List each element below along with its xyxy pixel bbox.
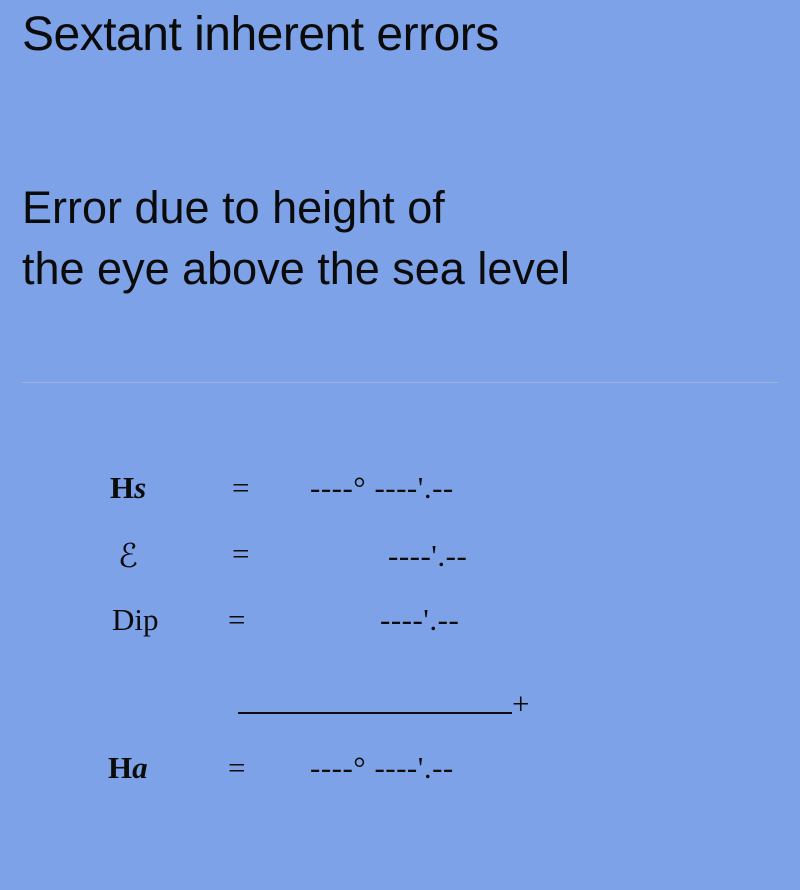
formula-row-epsilon <box>0 536 800 602</box>
formula-label-hs-sub: s <box>134 470 147 505</box>
formula-spacer <box>0 728 800 750</box>
formula-label-hs-main: H <box>110 470 135 505</box>
subtitle-line-1: Error due to height of <box>22 182 445 233</box>
horizontal-divider <box>22 382 778 383</box>
plus-operator: + <box>512 686 530 721</box>
formula-value-epsilon: ----'.-- <box>388 538 468 573</box>
sum-underline <box>238 712 512 714</box>
formula-value-dip: ----'.-- <box>380 602 460 637</box>
formula-equals-dip: = <box>228 602 246 637</box>
subtitle-line-2: the eye above the sea level <box>22 242 570 294</box>
formula-value-ha: ----° ----'.-- <box>310 750 454 785</box>
formula-equals-epsilon: = <box>232 536 250 571</box>
formula-row-hs <box>0 470 800 536</box>
formula-label-dip: Dip <box>112 602 159 637</box>
formula-sum-rule <box>0 668 800 728</box>
formula-label-ha-main: H <box>108 750 133 785</box>
formula-label-hs <box>110 470 200 506</box>
formula-row-ha <box>0 750 800 810</box>
formula-label-ha-sub: a <box>132 750 148 785</box>
formula-label-epsilon: ℰ <box>118 539 138 575</box>
formula-row-dip <box>0 602 800 668</box>
formula-label-ha <box>108 750 203 786</box>
formula-equals-hs: = <box>232 470 250 505</box>
formula-equals-ha: = <box>228 750 246 785</box>
subtitle <box>22 178 800 300</box>
formula-block <box>0 470 800 810</box>
page-title: Sextant inherent errors <box>22 8 499 61</box>
formula-value-hs: ----° ----'.-- <box>310 470 454 505</box>
